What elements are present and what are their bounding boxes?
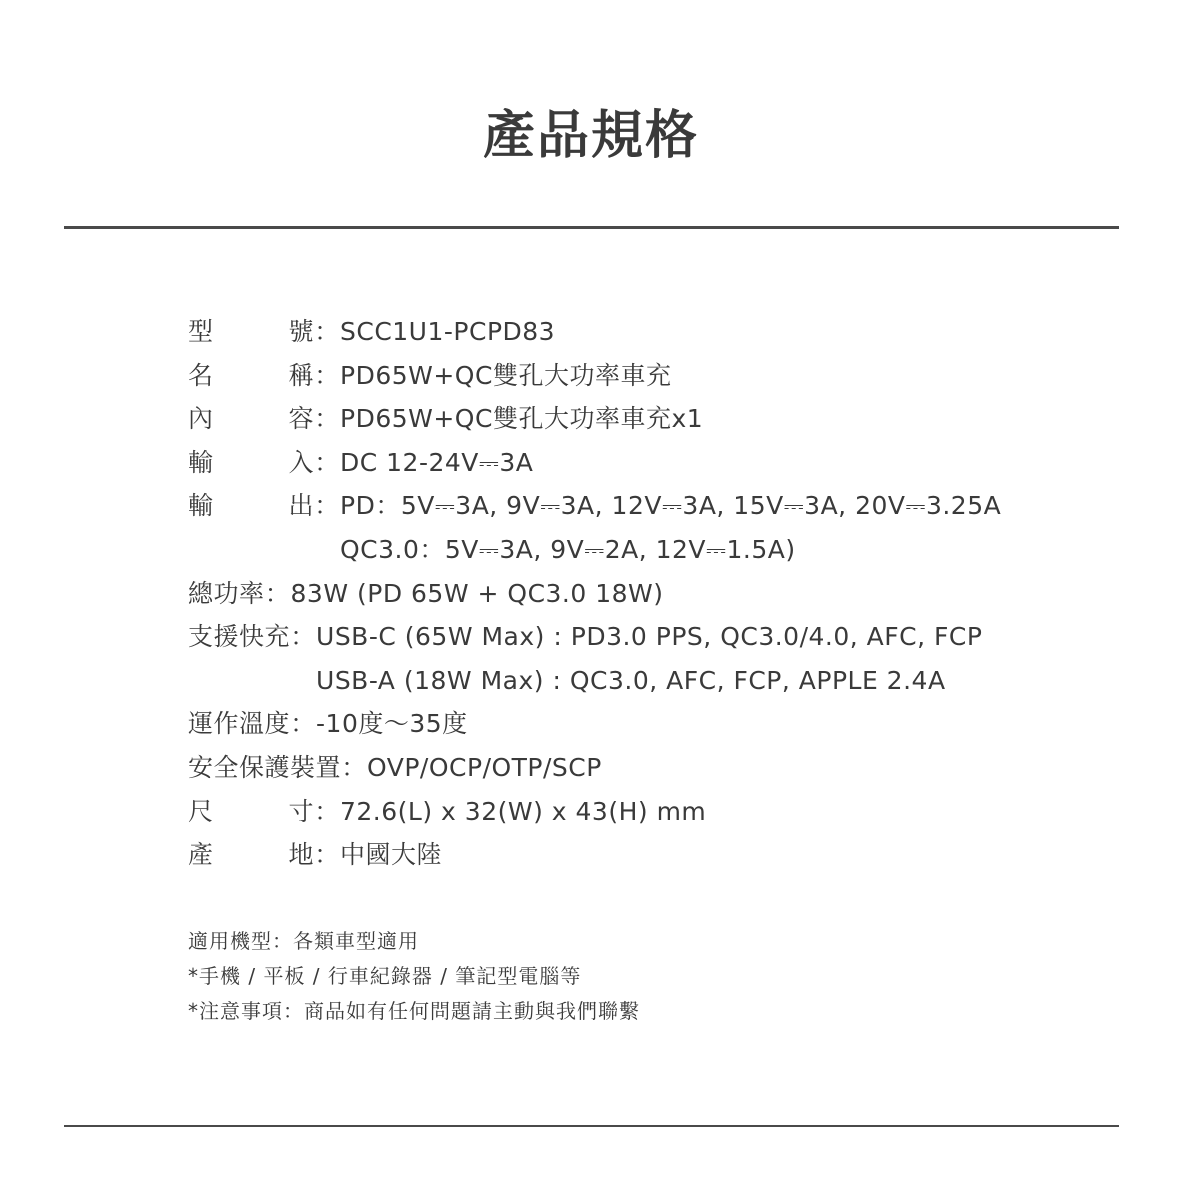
spec-values: [340, 484, 1001, 571]
spec-value: 中國大陸: [340, 840, 443, 870]
spec-value: USB-C (65W Max) : PD3.0 PPS, QC3.0/4.0, AFC, FCP: [316, 622, 983, 652]
note-line: *注意事項：商品如有任何問題請主動與我們聯繫: [188, 999, 640, 1023]
spec-label: [188, 790, 314, 834]
spec-label-char: 入: [288, 447, 314, 477]
spec-label: 支援快充: [188, 622, 291, 652]
spec-colon: ：: [314, 840, 340, 870]
spec-row: [188, 441, 1088, 485]
spec-row: [188, 484, 1088, 571]
spec-colon: ：: [314, 404, 340, 434]
spec-values: [340, 833, 442, 877]
spec-row: [188, 310, 1088, 354]
spec-label: 安全保護裝置: [188, 752, 342, 782]
spec-label-char: 尺: [188, 796, 214, 826]
spec-values: [340, 310, 555, 354]
spec-row: [188, 615, 1088, 702]
spec-label-char: 號: [288, 317, 314, 346]
spec-label-char: 容: [288, 404, 314, 434]
spec-label-char: 稱: [288, 360, 314, 390]
spec-colon: ：: [314, 447, 340, 477]
spec-row: [188, 833, 1088, 877]
spec-row: [188, 397, 1088, 441]
spec-label: [188, 310, 314, 354]
spec-values: [340, 790, 706, 834]
bottom-divider: [64, 1125, 1119, 1127]
spec-label-char: 寸: [288, 796, 314, 826]
spec-label: [188, 833, 314, 877]
spec-colon: ：: [290, 709, 316, 739]
spec-colon: ：: [314, 491, 340, 521]
spec-value: 83W (PD 65W + QC3.0 18W): [290, 578, 664, 608]
spec-label: 總功率: [188, 578, 265, 608]
spec-values: [291, 572, 664, 616]
spec-label: [188, 354, 314, 398]
spec-label-char: 產: [188, 840, 214, 870]
spec-colon: ：: [314, 360, 340, 390]
spec-value: USB-A (18W Max) : QC3.0, AFC, FCP, APPLE 2.4A: [316, 665, 946, 695]
spec-values: [340, 354, 671, 398]
spec-value: QC3.0：5V⎓3A, 9V⎓2A, 12V⎓1.5A): [340, 534, 796, 564]
spec-label-char: 名: [188, 360, 214, 390]
spec-label-char: 地: [288, 840, 314, 870]
spec-values: [367, 746, 602, 790]
spec-value: PD65W+QC雙孔大功率車充: [340, 360, 672, 390]
spec-colon: ：: [264, 578, 291, 608]
spec-colon: ：: [314, 796, 340, 826]
spec-label-char: 型: [188, 317, 214, 346]
spec-label: [188, 484, 314, 528]
spec-label-char: 出: [288, 491, 314, 521]
spec-row: [188, 746, 1088, 790]
spec-value: 72.6(L) x 32(W) x 43(H) mm: [340, 796, 707, 826]
spec-label-char: 輸: [188, 491, 214, 521]
spec-colon: ：: [341, 752, 367, 782]
spec-values: [340, 397, 703, 441]
spec-values: [340, 441, 533, 485]
note-line: *手機 / 平板 / 行車紀錄器 / 筆記型電腦等: [188, 964, 582, 988]
spec-value: -10度～35度: [316, 709, 468, 739]
spec-value: PD：5V⎓3A, 9V⎓3A, 12V⎓3A, 15V⎓3A, 20V⎓3.25A: [340, 491, 1002, 521]
spec-row: [188, 790, 1088, 834]
spec-label: 運作溫度: [188, 709, 291, 739]
page-title: 產品規格: [482, 106, 699, 166]
spec-value: DC 12-24V⎓3A: [340, 447, 534, 477]
spec-row: [188, 702, 1088, 746]
spec-label-char: 輸: [188, 447, 214, 477]
spec-list: [188, 310, 1088, 877]
note-line: 適用機型：各類車型適用: [188, 929, 419, 953]
spec-value: OVP/OCP/OTP/SCP: [367, 752, 602, 782]
top-divider: [64, 226, 1119, 229]
spec-colon: ：: [290, 622, 316, 652]
spec-values: [316, 702, 468, 746]
notes-section: [188, 924, 640, 1029]
spec-colon: ：: [314, 317, 340, 346]
spec-label: [188, 397, 314, 441]
spec-label-char: 內: [188, 404, 214, 434]
spec-values: [316, 615, 982, 702]
spec-row: [188, 572, 1088, 616]
spec-label: [188, 441, 314, 485]
spec-value: PD65W+QC雙孔大功率車充x1: [340, 404, 704, 434]
spec-value: SCC1U1-PCPD83: [340, 317, 556, 346]
spec-row: [188, 354, 1088, 398]
